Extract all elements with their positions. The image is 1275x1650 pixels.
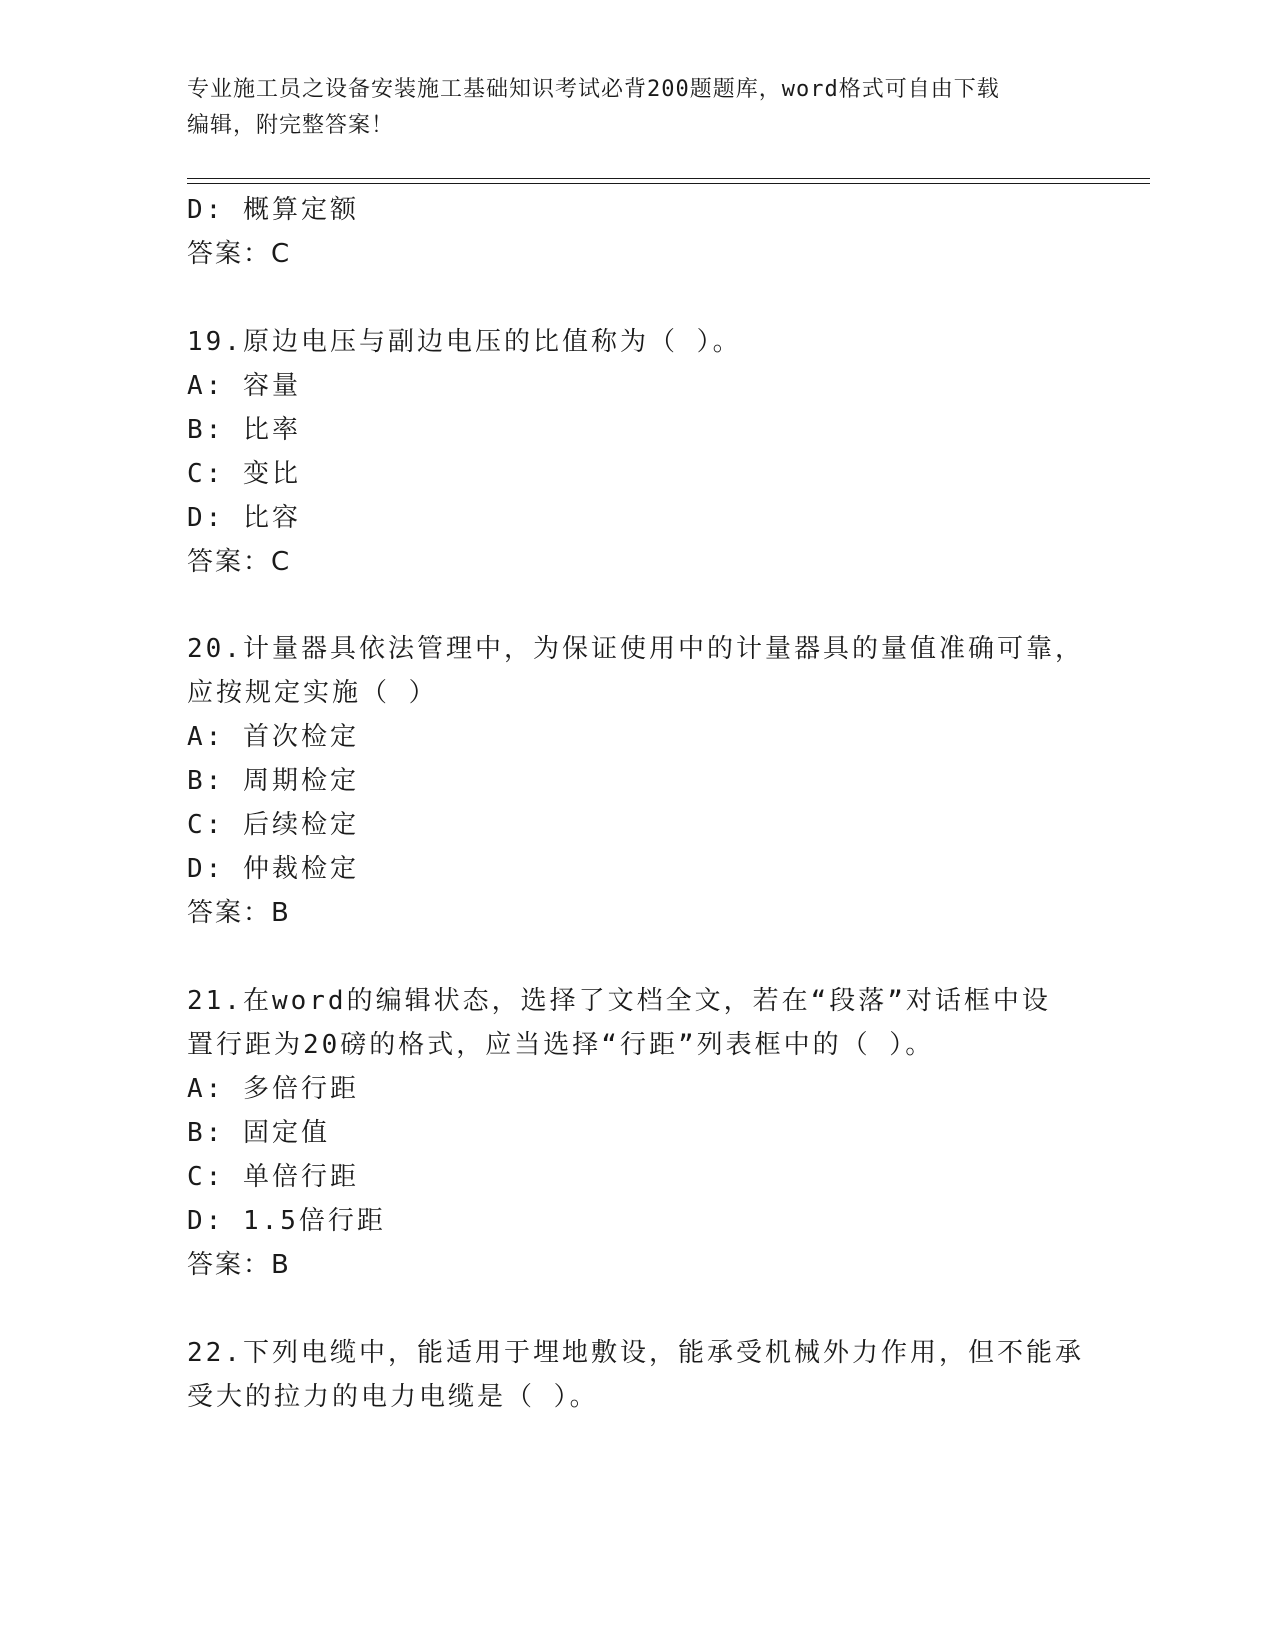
header-line-1: 专业施工员之设备安装施工基础知识考试必背200题题库，word格式可自由下载 bbox=[187, 77, 1000, 102]
q19-option-d: D: 比容 bbox=[187, 503, 301, 533]
q20-option-d: D: 仲裁检定 bbox=[187, 854, 359, 884]
q21-stem-line-2: 置行距为20磅的格式，应当选择“行距”列表框中的（ ）。 bbox=[187, 1030, 935, 1060]
q20-option-c: C: 后续检定 bbox=[187, 810, 359, 840]
header-line-2: 编辑，附完整答案！ bbox=[187, 113, 395, 138]
q22-stem-line-1: 22.下列电缆中，能适用于埋地敷设，能承受机械外力作用，但不能承 bbox=[187, 1338, 1084, 1368]
q18-answer: 答案：C bbox=[187, 239, 292, 269]
q19-option-b: B: 比率 bbox=[187, 415, 301, 445]
q20-stem-line-2: 应按规定实施（ ） bbox=[187, 678, 438, 708]
q20-option-a: A: 首次检定 bbox=[187, 722, 359, 752]
page-header bbox=[187, 72, 1087, 144]
q19-stem: 19.原边电压与副边电压的比值称为（ ）。 bbox=[187, 327, 742, 357]
q18-option-d: D: 概算定额 bbox=[187, 195, 359, 225]
q19-option-c: C: 变比 bbox=[187, 459, 301, 489]
q21-answer: 答案：B bbox=[187, 1250, 291, 1280]
q21-option-c: C: 单倍行距 bbox=[187, 1162, 359, 1192]
q21-option-d: D: 1.5倍行距 bbox=[187, 1206, 386, 1236]
q21-option-b: B: 固定值 bbox=[187, 1118, 330, 1148]
header-divider-top bbox=[187, 178, 1150, 179]
q20-answer: 答案：B bbox=[187, 898, 291, 928]
header-divider-bottom bbox=[187, 183, 1150, 184]
q19-answer: 答案：C bbox=[187, 547, 292, 577]
q20-stem-line-1: 20.计量器具依法管理中，为保证使用中的计量器具的量值准确可靠， bbox=[187, 634, 1084, 664]
q21-option-a: A: 多倍行距 bbox=[187, 1074, 359, 1104]
q22-stem-line-2: 受大的拉力的电力电缆是（ ）。 bbox=[187, 1382, 599, 1412]
q20-option-b: B: 周期检定 bbox=[187, 766, 359, 796]
q19-option-a: A: 容量 bbox=[187, 371, 301, 401]
q21-stem-line-1: 21.在word的编辑状态，选择了文档全文，若在“段落”对话框中设 bbox=[187, 986, 1051, 1016]
